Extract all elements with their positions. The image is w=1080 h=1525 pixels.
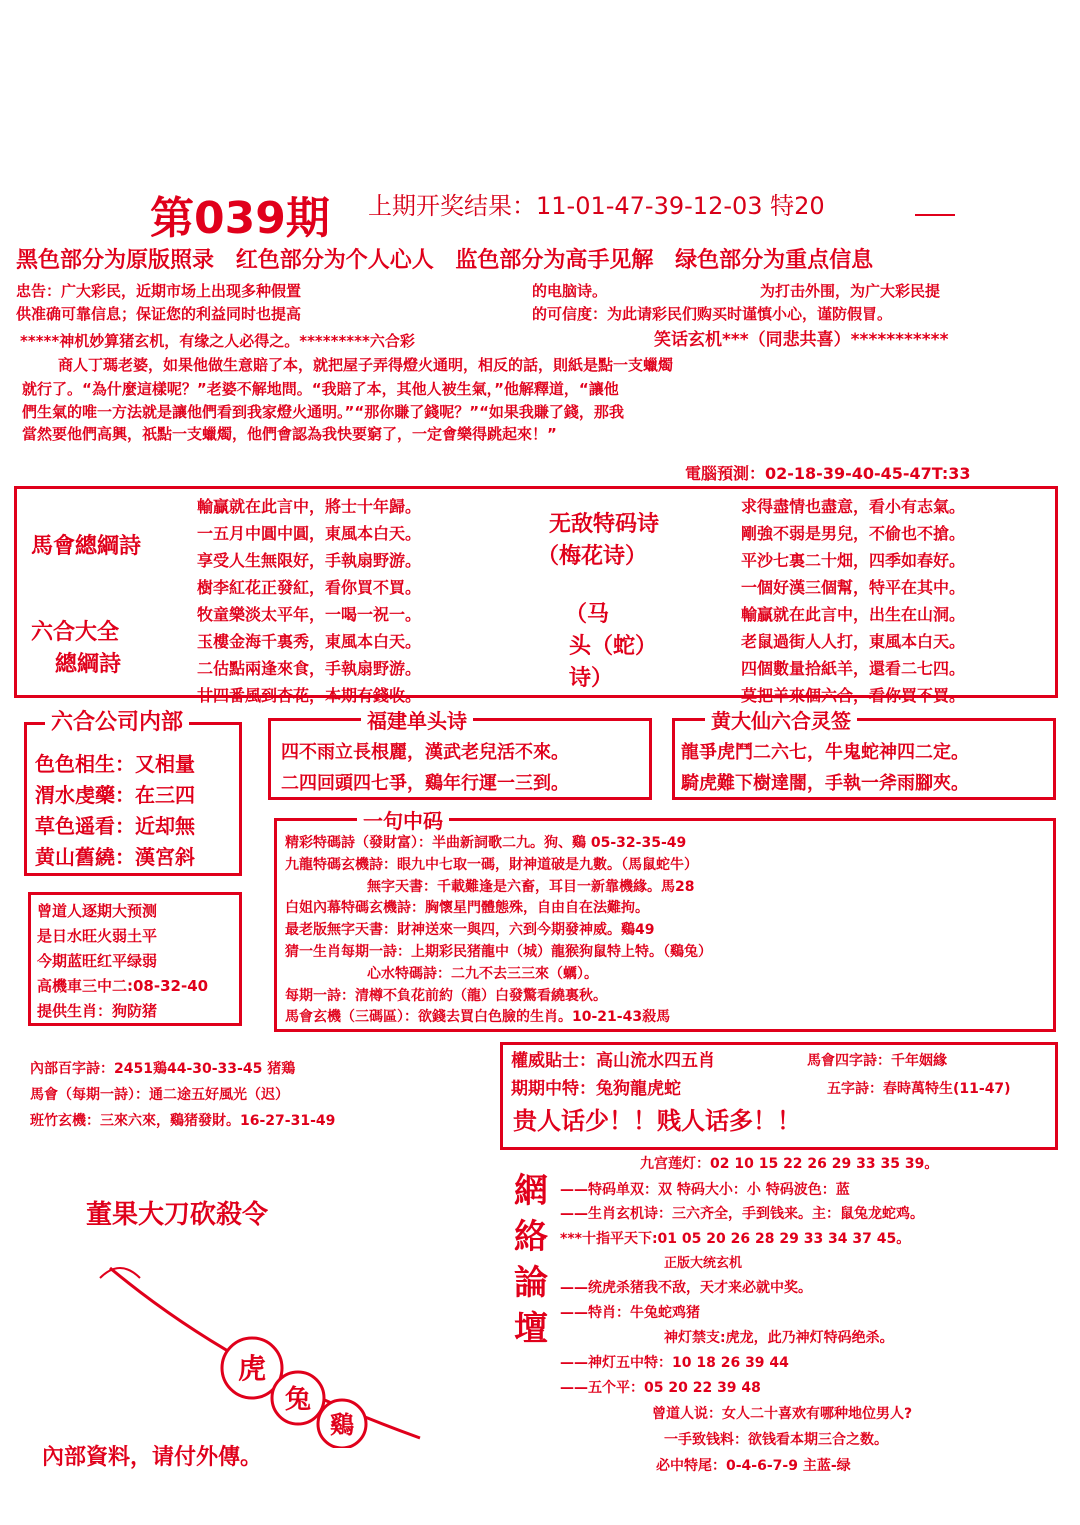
wongtaisin-title: 黄大仙六合灵签: [705, 705, 857, 734]
poem-left-line: 一五月中圓中圓，東風本白天。: [197, 524, 422, 543]
yiju-line: 心水特碼詩：二九不去三三來（蠣）。: [367, 965, 598, 982]
poem-right-line: 剛強不弱是男兒，不偷也不搶。: [741, 524, 966, 543]
bead-2-label: 兔: [284, 1385, 312, 1415]
tv-predict: 電腦預測：02-18-39-40-45-47T:33: [685, 464, 971, 483]
forum-line-11: 一手致钱料：欲钱看本期三合之数。: [664, 1432, 888, 1448]
yiju-line: 白姐內幕特碼玄機詩：胸懷星門體態殊，自由自在法難拘。: [285, 900, 649, 917]
forum-line-9: ——五个平：05 20 22 39 48: [560, 1380, 761, 1396]
poem-right-line: 平沙七裏二十畑，四季如春好。: [741, 551, 966, 570]
authority-line-1a: 權威貼士：高山流水四五肖: [511, 1051, 715, 1071]
forum-line-10: 曾道人说：女人二十喜欢有哪种地位男人?: [652, 1406, 913, 1422]
company-line: 渭水虔藥：在三四: [35, 783, 195, 807]
poem-title-2b: 總綱詩: [55, 652, 122, 677]
zengdao-box: [28, 892, 242, 1026]
wongtaisin-lines: [681, 737, 969, 799]
notice-line-2: 的电脑诗。: [532, 282, 608, 300]
forum-vertical-title: [508, 1168, 554, 1368]
notice-line-5: 的可信度：为此请彩民们购买时谨慎小心，谨防假冒。: [532, 305, 893, 323]
poem-left-line: 玉樓金海千裏秀，東風本白天。: [197, 632, 422, 651]
forum-line-5: ——统虎杀猪我不敌，天才来必就中奖。: [560, 1280, 812, 1296]
poem-right-column: [741, 493, 965, 709]
poem-right-line: 輸贏就在此言中，出生在山洞。: [741, 605, 966, 624]
yiju-line: 每期一詩：清樽不負花前約（龍）白發驚看繞裏秋。: [285, 987, 607, 1004]
forum-line-7: 神灯禁支:虎龙，此乃神灯特码绝杀。: [664, 1330, 894, 1346]
zengdao-line: 今期蓝旺红平绿弱: [37, 952, 158, 970]
poem-title-1: 馬會總綱詩: [31, 534, 142, 559]
poem-title-2a: 六合大全: [31, 620, 120, 645]
company-lines: [35, 749, 195, 873]
inner-line: 馬會（每期一詩）：通二途五好風光（迟）: [30, 1087, 289, 1103]
joke-line-2: 就行了。“為什麼這樣呢？”老婆不解地問。“我賠了本，其他人被生氣，”他解釋道，“讓他: [22, 380, 619, 398]
company-line: 色色相生：又相量: [35, 752, 195, 776]
yiju-lines: [285, 833, 712, 1029]
fujian-line: 四不雨立長根麗，漢武老兒活不來。: [281, 742, 569, 763]
last-result: 上期开奖结果：11-01-47-39-12-03 特20: [368, 192, 825, 220]
underline: [915, 214, 955, 216]
slogan: 贵人话少！！贱人话多！！: [513, 1107, 801, 1135]
yiju-line: 馬會玄機（三碼區）：欲錢去買白色臉的生肖。10-21-43殺馬: [285, 1009, 671, 1026]
mid-title-1: 无敌特码诗: [549, 512, 660, 537]
joke-banner-left: *****神机妙算猪玄机，有缘之人必得之。*********六合彩: [20, 332, 415, 350]
sword-footer: 內部資料，请付外傳。: [42, 1445, 263, 1470]
forum-char: 壇: [514, 1309, 548, 1349]
poem-right-line: 一個好漢三個幫，特平在其中。: [741, 578, 966, 597]
yiju-line: 精彩特碼詩（發財富）：半曲新詞歌二九。狗、鷄 05-32-35-49: [285, 835, 687, 851]
inner-lines: [30, 1056, 335, 1134]
forum-line-12: 必中特尾：0-4-6-7-9 主蓝-绿: [656, 1458, 851, 1474]
mid-note-1: （马: [565, 602, 610, 627]
legend-red: 红色部分为个人心人: [235, 248, 434, 273]
zengdao-line: 是日水旺火弱土平: [37, 927, 158, 945]
joke-banner-right: 笑话玄机***（同悲共喜）***********: [654, 330, 949, 350]
poem-right-line: 四個數量拾紙羊，還看二七四。: [741, 659, 966, 678]
authority-box: [500, 1042, 1058, 1150]
yiju-line: 猜一生肖每期一詩：上期彩民猪龍中（城）龍猴狗鼠特上特。（鷄兔）: [285, 943, 712, 960]
mid-note-3: 诗）: [569, 666, 614, 691]
forum-char: 網: [514, 1171, 548, 1211]
fujian-line: 二四回頭四七爭，鷄年行運一三到。: [281, 773, 569, 794]
company-title: 六合公司内部: [45, 705, 189, 736]
bead-3-label: 鷄: [330, 1411, 354, 1439]
notice-line-3: 为打击外围，为广大彩民提: [760, 282, 941, 300]
zengdao-line: 曾道人逐期大预测: [37, 902, 158, 920]
notice-line-1: 忠告：广大彩民，近期市场上出现多种假置: [16, 282, 302, 300]
poem-right-line: 老鼠過街人人打，東風本白天。: [741, 632, 966, 651]
poem-left-line: 廿四番風到杏花，本期有錢收。: [197, 686, 422, 705]
yiju-line: 無字天書：千載難逢是六畜，耳目一新靠機緣。馬28: [367, 878, 695, 895]
authority-line-1b: 馬會四字詩：千年姻緣: [807, 1053, 947, 1069]
authority-line-2b: 五字詩：春時萬特生(11-47): [827, 1081, 1011, 1097]
company-box: [24, 710, 242, 876]
legend-blue: 监色部分为高手见解: [455, 248, 654, 273]
yiju-box: [274, 809, 1056, 1032]
bead-1-label: 虎: [237, 1352, 267, 1385]
forum-char: 論: [514, 1263, 548, 1303]
poem-left-line: 樹李紅花正發紅，看你買不買。: [197, 578, 422, 597]
joke-line-3: 們生氣的唯一方法就是讓他們看到我家燈火通明。”“那你賺了錢呢？”“如果我賺了錢，那我: [22, 403, 624, 421]
poem-right-line: 求得盡情也盡意，看小有志氣。: [741, 497, 966, 516]
inner-line: 班竹玄機：三來六來，鷄猪發財。16-27-31-49: [30, 1113, 336, 1129]
fujian-box: [268, 709, 652, 800]
forum-line-4: 正版大统玄机: [664, 1256, 743, 1271]
notice-line-4: 供准确可靠信息；保证您的利益同时也提高: [16, 305, 302, 323]
fujian-lines: [281, 737, 569, 799]
wongtaisin-box: [672, 709, 1056, 800]
inner-line: 內部百字詩：2451鶏44-30-33-45 猪鶏: [30, 1061, 296, 1077]
mid-title-2: （梅花诗）: [537, 544, 648, 569]
poem-left-column: [197, 493, 421, 709]
sword-title: 董果大刀砍殺令: [86, 1200, 269, 1230]
forum-line-0: 九宫莲灯：02 10 15 22 26 29 33 35 39。: [640, 1156, 939, 1172]
forum-line-3: ***十指平天下:01 05 20 26 28 29 33 34 37 45。: [560, 1231, 911, 1247]
zengdao-line: 高機車三中二:08-32-40: [37, 977, 209, 995]
company-line: 草色遥看：近却無: [35, 814, 195, 838]
poem-left-line: 二估點兩逢來食，手執扇野游。: [197, 659, 422, 678]
mid-note-2: 头（蛇）: [569, 634, 658, 659]
fujian-title: 福建单头诗: [361, 705, 473, 734]
poem-left-line: 享受人生無限好，手執扇野游。: [197, 551, 422, 570]
issue-number: 第039期: [150, 193, 330, 244]
authority-line-2a: 期期中特：兔狗龍虎蛇: [511, 1079, 681, 1099]
wongtaisin-line: 龍爭虎鬥二六七，牛鬼蛇神四二定。: [681, 742, 969, 763]
company-line: 黄山舊繞：漢宮斜: [35, 845, 195, 869]
zengdao-lines: [37, 899, 208, 1024]
joke-line-4: 當然要他們高興，祇點一支蠟燭，他們會認為我快要窮了，一定會樂得跳起來！”: [22, 425, 557, 443]
zengdao-line: 提供生肖：狗防猪: [37, 1002, 158, 1020]
legend-green: 绿色部分为重点信息: [675, 248, 874, 273]
yiju-line: 九龍特碼玄機詩：眼九中七取一碼，財神道破是九數。（馬鼠蛇牛）: [285, 856, 698, 873]
forum-line-1: ——特码单双：双 特码大小：小 特码波色：蓝: [560, 1182, 850, 1198]
forum-line-6: ——特肖：牛兔蛇鸡猪: [560, 1305, 700, 1321]
sword-illustration: [90, 1248, 450, 1448]
color-legend: [16, 248, 873, 274]
forum-line-8: ——神灯五中特：10 18 26 39 44: [560, 1355, 789, 1371]
legend-black: 黑色部分为原版照录: [16, 248, 215, 273]
poem-box: [14, 486, 1058, 705]
poem-right-line: 莫把羊來個六合，看你買不買。: [741, 686, 966, 705]
forum-char: 絡: [514, 1217, 548, 1257]
yiju-title: 一句中码: [357, 805, 449, 834]
yiju-line: 最老版無字天書：財神送來一與四，六到今期發神威。鷄49: [285, 922, 655, 939]
wongtaisin-line: 騎虎難下樹達闇，手執一斧雨腳夾。: [681, 773, 969, 794]
poem-left-line: 輸贏就在此言中，將士十年歸。: [197, 497, 422, 516]
poem-left-line: 牧童樂淡太平年，一喝一祝一。: [197, 605, 422, 624]
forum-line-2: ——生肖玄机诗：三六齐全，手到钱来。主：鼠兔龙蛇鸡。: [560, 1206, 924, 1222]
joke-line-1: 商人丁瑪老婆，如果他做生意賠了本，就把屋子弄得燈火通明，相反的話，則紙是點一支蠟燭: [58, 356, 674, 374]
